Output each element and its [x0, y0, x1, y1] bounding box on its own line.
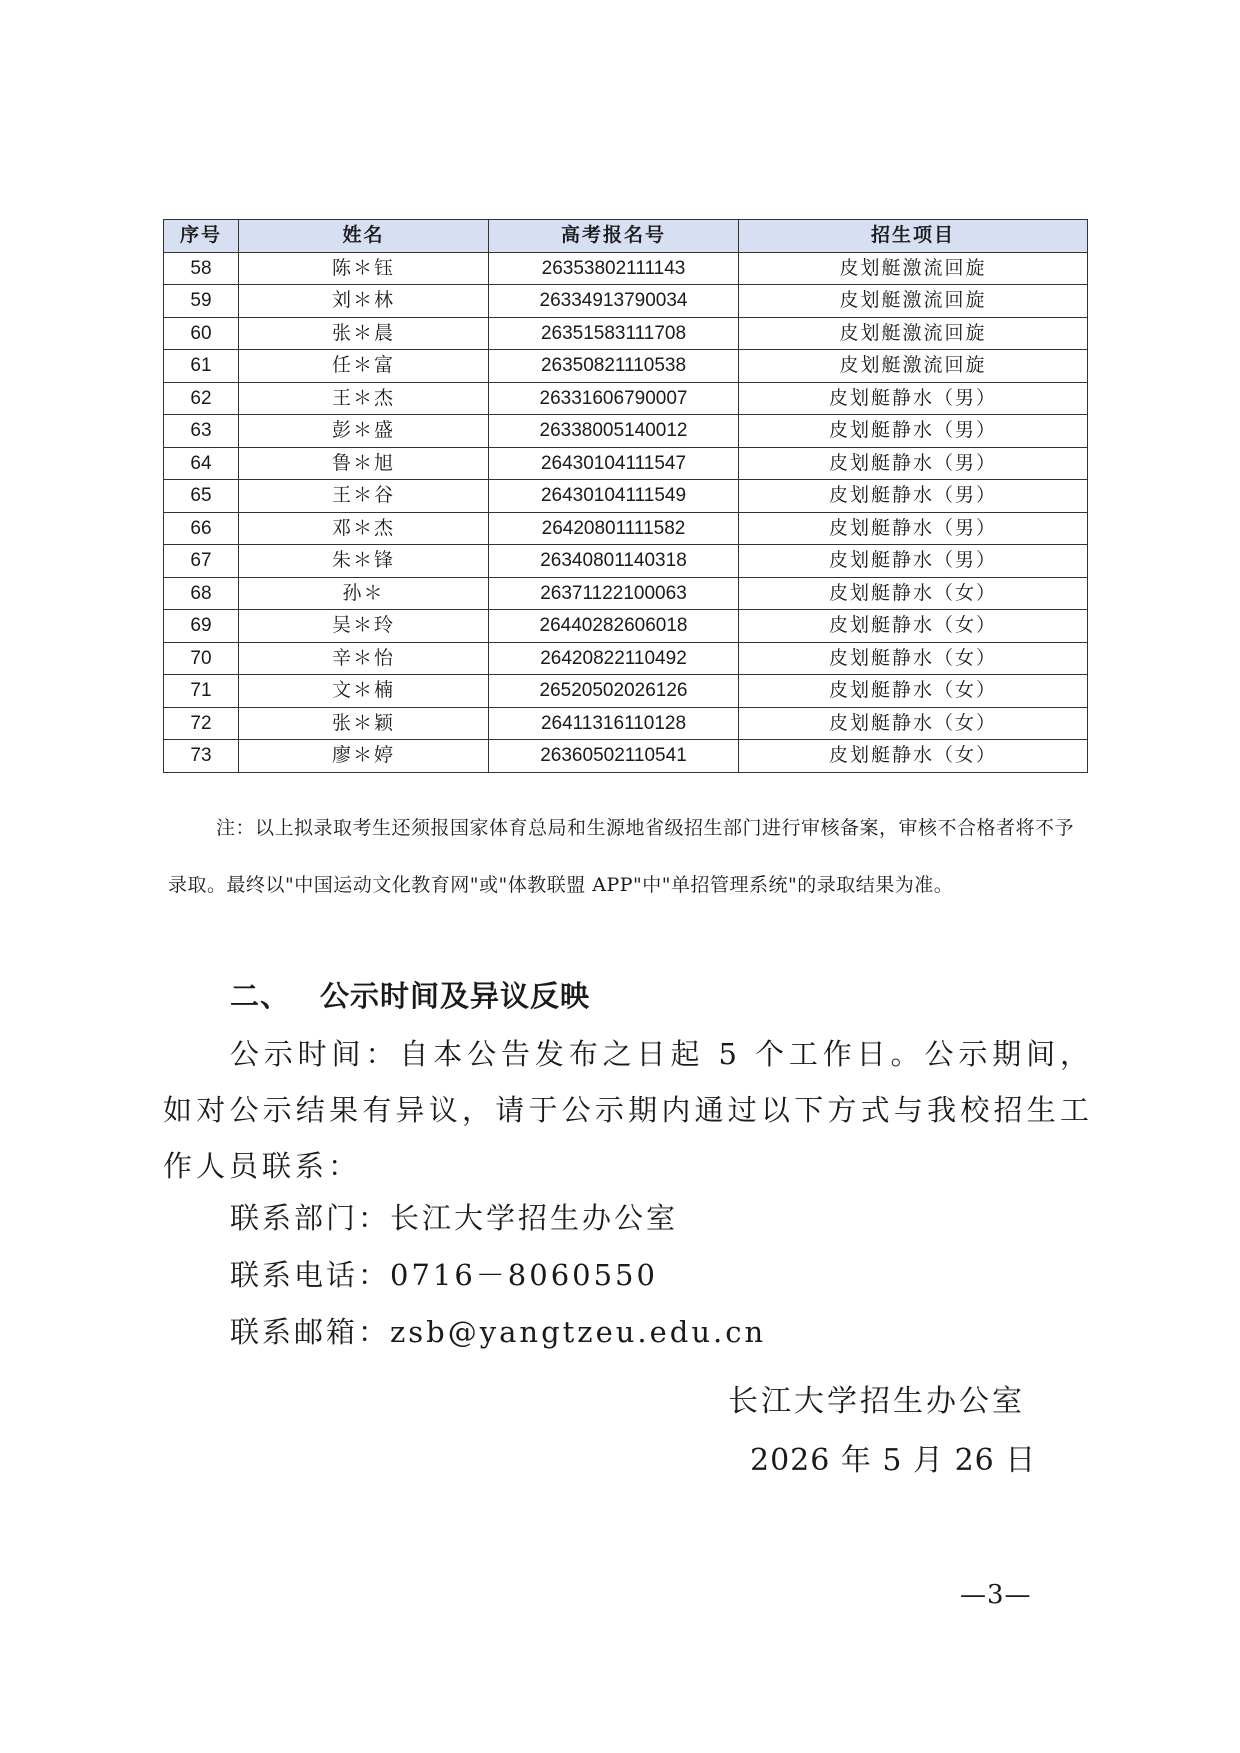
row-program: 皮划艇静水（男） — [739, 415, 1088, 448]
section-number: 二、 — [230, 979, 291, 1013]
contact-department: 联系部门：长江大学招生办公室 — [230, 1201, 679, 1235]
row-program: 皮划艇静水（男） — [739, 545, 1088, 578]
row-name: 朱＊锋 — [239, 545, 489, 578]
table-row — [164, 512, 1088, 545]
note-paragraph — [168, 800, 1088, 914]
row-exam-number: 26334913790034 — [489, 285, 739, 318]
row-index: 70 — [164, 642, 239, 675]
row-program: 皮划艇静水（男） — [739, 512, 1088, 545]
row-program: 皮划艇静水（男） — [739, 480, 1088, 513]
row-index: 58 — [164, 252, 239, 285]
row-exam-number: 26420822110492 — [489, 642, 739, 675]
contact-phone: 联系电话：0716－8060550 — [230, 1258, 658, 1292]
row-name: 文＊楠 — [239, 675, 489, 708]
row-index: 62 — [164, 382, 239, 415]
row-index: 72 — [164, 707, 239, 740]
row-name: 刘＊林 — [239, 285, 489, 318]
row-exam-number: 26420801111582 — [489, 512, 739, 545]
table-row — [164, 350, 1088, 383]
row-exam-number: 26411316110128 — [489, 707, 739, 740]
row-program: 皮划艇静水（女） — [739, 707, 1088, 740]
row-program: 皮划艇静水（男） — [739, 447, 1088, 480]
row-name: 任＊富 — [239, 350, 489, 383]
row-program: 皮划艇静水（男） — [739, 382, 1088, 415]
admission-table — [163, 219, 1088, 773]
row-name: 张＊颖 — [239, 707, 489, 740]
signature-office: 长江大学招生办公室 — [728, 1384, 1025, 1419]
table-body — [164, 252, 1088, 772]
row-index: 64 — [164, 447, 239, 480]
row-program: 皮划艇静水（女） — [739, 740, 1088, 773]
table-row — [164, 642, 1088, 675]
row-exam-number: 26430104111549 — [489, 480, 739, 513]
row-exam-number: 26353802111143 — [489, 252, 739, 285]
table-row — [164, 480, 1088, 513]
row-program: 皮划艇激流回旋 — [739, 285, 1088, 318]
row-name: 辛＊怡 — [239, 642, 489, 675]
publicity-text: 公示时间：自本公告发布之日起 5 个工作日。公示期间，如对公示结果有异议，请于公示期内通过以下方式与我校招生工作人员联系： — [163, 1037, 1093, 1183]
row-name: 邓＊杰 — [239, 512, 489, 545]
table-row — [164, 252, 1088, 285]
row-index: 59 — [164, 285, 239, 318]
row-exam-number: 26430104111547 — [489, 447, 739, 480]
row-name: 彭＊盛 — [239, 415, 489, 448]
row-name: 王＊杰 — [239, 382, 489, 415]
table-row — [164, 545, 1088, 578]
row-program: 皮划艇激流回旋 — [739, 350, 1088, 383]
row-program: 皮划艇静水（女） — [739, 577, 1088, 610]
row-program: 皮划艇激流回旋 — [739, 252, 1088, 285]
table-header-row — [164, 220, 1088, 253]
row-exam-number: 26520502026126 — [489, 675, 739, 708]
row-index: 60 — [164, 317, 239, 350]
row-name: 张＊晨 — [239, 317, 489, 350]
row-index: 65 — [164, 480, 239, 513]
row-exam-number: 26371122100063 — [489, 577, 739, 610]
row-name: 孙＊ — [239, 577, 489, 610]
row-index: 73 — [164, 740, 239, 773]
contact-email[interactable]: 联系邮箱：zsb@yangtzeu.edu.cn — [230, 1315, 767, 1349]
row-exam-number: 26331606790007 — [489, 382, 739, 415]
header-program: 招生项目 — [739, 220, 1088, 253]
table-row — [164, 382, 1088, 415]
table-row — [164, 447, 1088, 480]
table-row — [164, 740, 1088, 773]
row-exam-number: 26338005140012 — [489, 415, 739, 448]
row-name: 廖＊婷 — [239, 740, 489, 773]
row-exam-number: 26360502110541 — [489, 740, 739, 773]
row-exam-number: 26440282606018 — [489, 610, 739, 643]
signature-date: 2026 年 5 月 26 日 — [750, 1443, 1037, 1478]
header-index: 序号 — [164, 220, 239, 253]
row-exam-number: 26340801140318 — [489, 545, 739, 578]
row-index: 67 — [164, 545, 239, 578]
table-row — [164, 285, 1088, 318]
row-index: 61 — [164, 350, 239, 383]
publicity-paragraph — [163, 1026, 1093, 1194]
row-program: 皮划艇静水（女） — [739, 642, 1088, 675]
header-name: 姓名 — [239, 220, 489, 253]
note-text: 注：以上拟录取考生还须报国家体育总局和生源地省级招生部门进行审核备案，审核不合格者将不予录取。最终以"中国运动文化教育网"或"体教联盟 APP"中"单招管理系统"的录取结果为准。 — [168, 817, 1075, 896]
row-index: 69 — [164, 610, 239, 643]
row-name: 陈＊钰 — [239, 252, 489, 285]
row-program: 皮划艇静水（女） — [739, 675, 1088, 708]
row-name: 王＊谷 — [239, 480, 489, 513]
row-program: 皮划艇静水（女） — [739, 610, 1088, 643]
table-row — [164, 415, 1088, 448]
table-row — [164, 707, 1088, 740]
row-index: 66 — [164, 512, 239, 545]
page-number: —3— — [960, 1580, 1032, 1610]
section-heading — [230, 974, 590, 1015]
row-name: 吴＊玲 — [239, 610, 489, 643]
row-index: 71 — [164, 675, 239, 708]
row-exam-number: 26350821110538 — [489, 350, 739, 383]
header-exam-number: 高考报名号 — [489, 220, 739, 253]
table-row — [164, 577, 1088, 610]
row-name: 鲁＊旭 — [239, 447, 489, 480]
table-row — [164, 675, 1088, 708]
row-index: 68 — [164, 577, 239, 610]
section-title: 公示时间及异议反映 — [320, 979, 591, 1013]
row-exam-number: 26351583111708 — [489, 317, 739, 350]
row-program: 皮划艇激流回旋 — [739, 317, 1088, 350]
table-row — [164, 317, 1088, 350]
table-row — [164, 610, 1088, 643]
row-index: 63 — [164, 415, 239, 448]
admission-table-container — [163, 219, 1087, 773]
